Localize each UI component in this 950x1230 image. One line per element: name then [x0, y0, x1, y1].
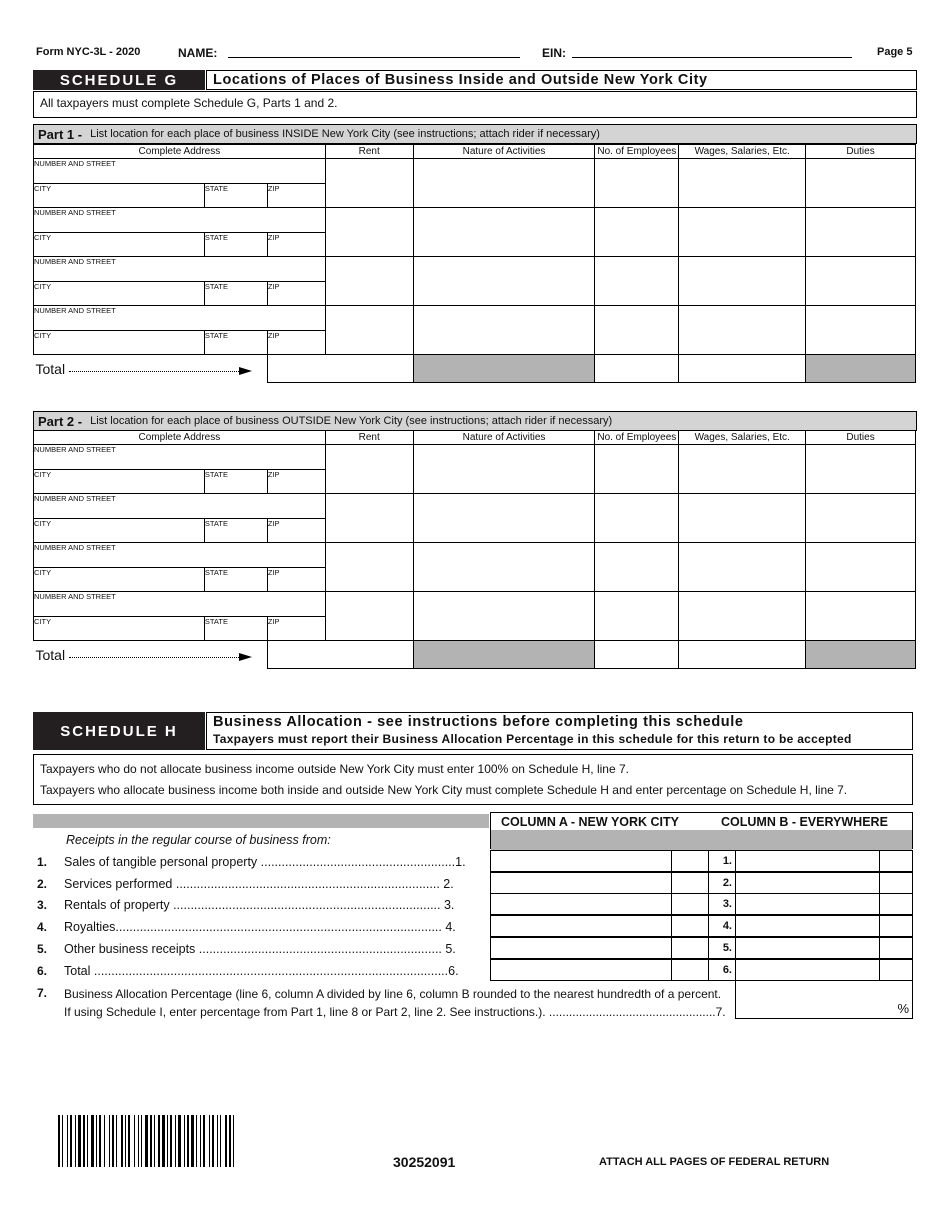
part2-label: Part 2 -	[38, 413, 83, 429]
employees-cell[interactable]	[595, 159, 679, 208]
col-header: Complete Address	[34, 145, 326, 159]
total-rent[interactable]	[267, 641, 413, 669]
total-shaded	[413, 641, 595, 669]
barcode-bar	[170, 1115, 172, 1167]
line-number: 7.	[37, 986, 48, 1000]
col-a-cents[interactable]	[671, 937, 709, 959]
schedule-h-line	[37, 939, 487, 959]
zip-field[interactable]: ZIP	[267, 331, 325, 355]
barcode-bar	[200, 1115, 201, 1167]
note-1: Taxpayers who do not allocate business income outside New York City must enter 100% on Schedule H, line 7.	[40, 762, 629, 776]
barcode-bar	[191, 1115, 194, 1167]
part1-table	[33, 144, 916, 383]
wages-cell[interactable]	[679, 445, 806, 494]
barcode-bar	[121, 1115, 123, 1167]
duties-cell[interactable]	[806, 306, 916, 355]
wages-cell[interactable]	[679, 306, 806, 355]
total-row-label	[34, 355, 268, 383]
barcode-bar	[154, 1115, 155, 1167]
line-box-label: 3.	[708, 893, 736, 915]
employees-cell[interactable]	[595, 257, 679, 306]
barcode-bar	[87, 1115, 88, 1167]
zip-field[interactable]: ZIP	[267, 568, 325, 592]
rent-cell[interactable]	[325, 306, 413, 355]
schedule-h-subtitle: Taxpayers must report their Business Allocation Percentage in this schedule for this return to be accepted	[213, 732, 852, 746]
col-header: Rent	[325, 145, 413, 159]
col-a-dollars[interactable]	[490, 872, 672, 894]
line-number: 4.	[37, 920, 48, 934]
part1-bar	[33, 124, 917, 144]
total-shaded	[806, 641, 916, 669]
col-b-dollars[interactable]	[735, 937, 880, 959]
duties-cell[interactable]	[806, 592, 916, 641]
barcode-bar	[67, 1115, 68, 1167]
col-header: No. of Employees	[595, 145, 679, 159]
barcode-bar	[75, 1115, 76, 1167]
schedule-h-title-box	[206, 712, 913, 750]
line7-text	[64, 985, 726, 1021]
total-shaded	[413, 355, 595, 383]
col-b-cents[interactable]	[879, 915, 913, 937]
state-field[interactable]: STATE	[204, 470, 267, 494]
page-number: Page 5	[877, 46, 913, 58]
barcode-bar	[104, 1115, 105, 1167]
percent-sign: %	[897, 1001, 909, 1016]
total-wages[interactable]	[679, 641, 806, 669]
col-header: Duties	[806, 145, 916, 159]
street-field[interactable]: NUMBER AND STREET	[34, 306, 326, 331]
header-shade	[491, 830, 912, 850]
ein-label: EIN:	[542, 46, 566, 60]
schedule-h-line	[37, 917, 487, 937]
barcode-bar	[212, 1115, 214, 1167]
duties-cell[interactable]	[806, 257, 916, 306]
wages-cell[interactable]	[679, 494, 806, 543]
part2-table	[33, 430, 916, 669]
schedule-h-line	[37, 874, 487, 894]
receipts-heading: Receipts in the regular course of business from:	[66, 833, 331, 847]
barcode-bar	[109, 1115, 110, 1167]
col-b-cents[interactable]	[879, 937, 913, 959]
barcode-bar	[229, 1115, 231, 1167]
col-a-dollars[interactable]	[490, 915, 672, 937]
arrow-icon	[239, 653, 252, 661]
barcode-bar	[99, 1115, 101, 1167]
col-a-cents[interactable]	[671, 915, 709, 937]
form-code: 30252091	[393, 1154, 456, 1170]
line-box-label: 1.	[708, 850, 736, 872]
note-2: Taxpayers who allocate business income both inside and outside New York City must complete Schedule H and enter percentage on Schedule H, line 7.	[40, 783, 848, 797]
wages-cell[interactable]	[679, 208, 806, 257]
rent-cell[interactable]	[325, 592, 413, 641]
state-field[interactable]: STATE	[204, 184, 267, 208]
schedule-h-line	[37, 961, 487, 981]
rent-cell[interactable]	[325, 159, 413, 208]
leader-dots	[69, 657, 239, 658]
zip-field[interactable]: ZIP	[267, 470, 325, 494]
barcode-bar	[196, 1115, 197, 1167]
barcode-bar	[209, 1115, 210, 1167]
city-field[interactable]: CITY	[34, 184, 205, 208]
city-field[interactable]: CITY	[34, 233, 205, 257]
total-rent[interactable]	[267, 355, 413, 383]
barcode-bar	[112, 1115, 114, 1167]
employees-cell[interactable]	[595, 494, 679, 543]
col-header: Duties	[806, 431, 916, 445]
barcode-bar	[58, 1115, 60, 1167]
state-field[interactable]: STATE	[204, 519, 267, 543]
attach-note: ATTACH ALL PAGES OF FEDERAL RETURN	[599, 1156, 830, 1168]
col-a-dollars[interactable]	[490, 850, 672, 872]
part1-text: List location for each place of business INSIDE New York City (see instructions; attach rider if necessary)	[90, 128, 600, 140]
employees-cell[interactable]	[595, 445, 679, 494]
zip-field[interactable]: ZIP	[267, 233, 325, 257]
line-label: Sales of tangible personal property ........................................................1.	[64, 855, 466, 869]
total-wages[interactable]	[679, 355, 806, 383]
schedule-h-line	[37, 852, 487, 872]
barcode-bar	[125, 1115, 126, 1167]
col-b-dollars[interactable]	[735, 915, 880, 937]
street-field[interactable]: NUMBER AND STREET	[34, 208, 326, 233]
col-b-cents[interactable]	[879, 872, 913, 894]
col-header: Nature of Activities	[413, 431, 595, 445]
barcode-bar	[78, 1115, 81, 1167]
zip-field[interactable]: ZIP	[267, 282, 325, 306]
state-field[interactable]: STATE	[204, 617, 267, 641]
total-employees[interactable]	[595, 355, 679, 383]
rent-cell[interactable]	[325, 257, 413, 306]
col-header: Rent	[325, 431, 413, 445]
col-header: Wages, Salaries, Etc.	[679, 145, 806, 159]
schedule-g-title: Locations of Places of Business Inside and Outside New York City	[206, 70, 917, 90]
barcode-bar	[150, 1115, 152, 1167]
line-box-label: 6.	[708, 959, 736, 981]
column-header-box	[490, 812, 913, 849]
city-field[interactable]: CITY	[34, 282, 205, 306]
barcode-bar	[70, 1115, 72, 1167]
barcode-bar	[167, 1115, 168, 1167]
activity-cell[interactable]	[413, 543, 595, 592]
state-field[interactable]: STATE	[204, 282, 267, 306]
rent-cell[interactable]	[325, 208, 413, 257]
rent-cell[interactable]	[325, 494, 413, 543]
city-field[interactable]: CITY	[34, 470, 205, 494]
col-b-dollars[interactable]	[735, 872, 880, 894]
col-a-dollars[interactable]	[490, 959, 672, 981]
col-b-cents[interactable]	[879, 893, 913, 915]
line-box-label: 4.	[708, 915, 736, 937]
street-field[interactable]: NUMBER AND STREET	[34, 257, 326, 282]
part1-label: Part 1 -	[38, 126, 83, 142]
barcode-bar	[83, 1115, 85, 1167]
part2-bar	[33, 411, 917, 431]
employees-cell[interactable]	[595, 592, 679, 641]
col-a-dollars[interactable]	[490, 893, 672, 915]
city-field[interactable]: CITY	[34, 617, 205, 641]
activity-cell[interactable]	[413, 257, 595, 306]
street-field[interactable]: NUMBER AND STREET	[34, 543, 326, 568]
barcode-bar	[184, 1115, 185, 1167]
col-b-header: COLUMN B - EVERYWHERE	[721, 814, 888, 829]
barcode-bar	[225, 1115, 227, 1167]
activity-cell[interactable]	[413, 306, 595, 355]
state-field[interactable]: STATE	[204, 331, 267, 355]
line-box-label: 5.	[708, 937, 736, 959]
col-b-dollars[interactable]	[735, 893, 880, 915]
part2-text: List location for each place of business OUTSIDE New York City (see instructions; attach rider if necessary)	[90, 415, 613, 427]
line-label: Rentals of property ............................................................................. 3.	[64, 898, 455, 912]
duties-cell[interactable]	[806, 494, 916, 543]
total-label: Total	[35, 360, 66, 377]
employees-cell[interactable]	[595, 306, 679, 355]
col-a-cents[interactable]	[671, 872, 709, 894]
col-a-cents[interactable]	[671, 893, 709, 915]
name-label: NAME:	[178, 46, 218, 60]
barcode-bar	[220, 1115, 221, 1167]
activity-cell[interactable]	[413, 445, 595, 494]
total-employees[interactable]	[595, 641, 679, 669]
state-field[interactable]: STATE	[204, 233, 267, 257]
ein-field[interactable]	[572, 44, 852, 58]
activity-cell[interactable]	[413, 208, 595, 257]
line-label: Other business receipts ...................................................................... 5.	[64, 942, 456, 956]
col-b-dollars[interactable]	[735, 850, 880, 872]
leader-dots	[69, 371, 239, 372]
duties-cell[interactable]	[806, 445, 916, 494]
barcode-bar	[96, 1115, 97, 1167]
wages-cell[interactable]	[679, 159, 806, 208]
line-number: 5.	[37, 942, 48, 956]
line-label: Total ......................................................................................................6.	[64, 964, 459, 978]
barcode-bar	[158, 1115, 160, 1167]
total-shaded	[806, 355, 916, 383]
col-a-dollars[interactable]	[490, 937, 672, 959]
line-label: Royalties.............................................................................................. 4.	[64, 920, 456, 934]
barcode-bar	[233, 1115, 234, 1167]
schedule-h-tab: SCHEDULE H	[33, 712, 205, 750]
rent-cell[interactable]	[325, 543, 413, 592]
col-header: Nature of Activities	[413, 145, 595, 159]
barcode-bar	[217, 1115, 218, 1167]
employees-cell[interactable]	[595, 543, 679, 592]
barcode-bar	[116, 1115, 117, 1167]
barcode-bar	[178, 1115, 181, 1167]
schedule-g-note: All taxpayers must complete Schedule G, Parts 1 and 2.	[33, 91, 917, 118]
zip-field[interactable]: ZIP	[267, 617, 325, 641]
employees-cell[interactable]	[595, 208, 679, 257]
line-number: 1.	[37, 855, 48, 869]
barcode-bar	[138, 1115, 139, 1167]
col-a-cents[interactable]	[671, 850, 709, 872]
duties-cell[interactable]	[806, 208, 916, 257]
col-a-header: COLUMN A - NEW YORK CITY	[501, 814, 680, 829]
arrow-icon	[239, 367, 252, 375]
wages-cell[interactable]	[679, 257, 806, 306]
col-header: Complete Address	[34, 431, 326, 445]
total-label: Total	[35, 646, 66, 663]
activity-cell[interactable]	[413, 592, 595, 641]
line-number: 3.	[37, 898, 48, 912]
city-field[interactable]: CITY	[34, 331, 205, 355]
line-box-label: 2.	[708, 872, 736, 894]
state-field[interactable]: STATE	[204, 568, 267, 592]
barcode-bar	[134, 1115, 135, 1167]
street-field[interactable]: NUMBER AND STREET	[34, 494, 326, 519]
activity-cell[interactable]	[413, 159, 595, 208]
city-field[interactable]: CITY	[34, 519, 205, 543]
wages-cell[interactable]	[679, 592, 806, 641]
barcode-icon	[58, 1115, 286, 1167]
total-row-label	[34, 641, 268, 669]
duties-cell[interactable]	[806, 543, 916, 592]
activity-cell[interactable]	[413, 494, 595, 543]
line-label: Services performed ............................................................................ 2.	[64, 877, 454, 891]
form-id: Form NYC-3L - 2020	[36, 46, 141, 58]
schedule-h-line	[37, 895, 487, 915]
col-header: Wages, Salaries, Etc.	[679, 431, 806, 445]
street-field[interactable]: NUMBER AND STREET	[34, 445, 326, 470]
line7-text-1: Business Allocation Percentage (line 6, column A divided by line 6, column B rounded to the nearest hundredth of a percent.	[64, 987, 722, 1001]
wages-cell[interactable]	[679, 543, 806, 592]
line-number: 6.	[37, 964, 48, 978]
barcode-bar	[187, 1115, 189, 1167]
zip-field[interactable]: ZIP	[267, 519, 325, 543]
street-field[interactable]: NUMBER AND STREET	[34, 159, 326, 184]
schedule-h-title: Business Allocation - see instructions before completing this schedule	[213, 714, 744, 730]
street-field[interactable]: NUMBER AND STREET	[34, 592, 326, 617]
barcode-bar	[162, 1115, 165, 1167]
line-number: 2.	[37, 877, 48, 891]
schedule-g-tab: SCHEDULE G	[33, 70, 205, 90]
zip-field[interactable]: ZIP	[267, 184, 325, 208]
col-a-cents[interactable]	[671, 959, 709, 981]
duties-cell[interactable]	[806, 159, 916, 208]
name-field[interactable]	[228, 44, 520, 58]
rent-cell[interactable]	[325, 445, 413, 494]
barcode-bar	[62, 1115, 63, 1167]
barcode-bar	[141, 1115, 142, 1167]
line7-text-2: If using Schedule I, enter percentage from Part 1, line 8 or Part 2, line 2. See instructions.). ..................................................7.	[64, 1005, 726, 1019]
barcode-bar	[175, 1115, 176, 1167]
line7-percent-field[interactable]	[735, 978, 913, 1019]
city-field[interactable]: CITY	[34, 568, 205, 592]
schedule-h-notes	[33, 754, 913, 805]
barcode-bar	[91, 1115, 94, 1167]
col-b-cents[interactable]	[879, 850, 913, 872]
header-shade	[33, 814, 489, 828]
barcode-bar	[203, 1115, 205, 1167]
barcode-bar	[128, 1115, 130, 1167]
barcode-bar	[145, 1115, 148, 1167]
col-header: No. of Employees	[595, 431, 679, 445]
